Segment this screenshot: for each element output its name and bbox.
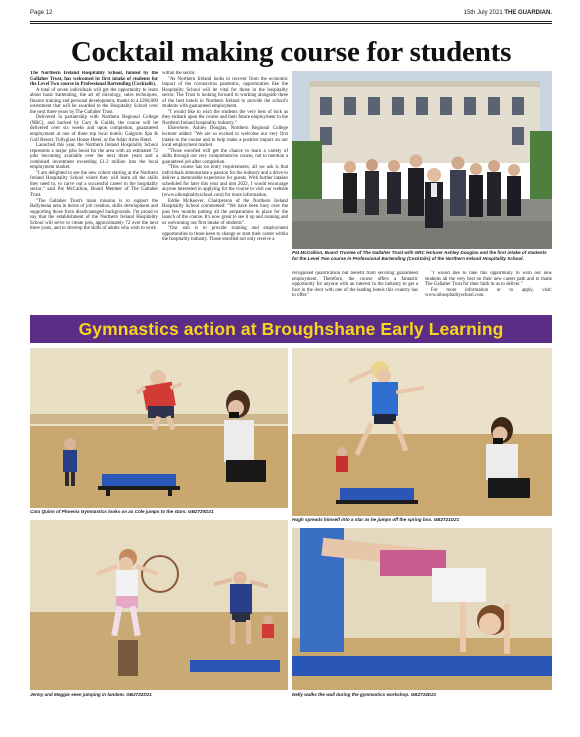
article-paragraph: Delivered in partnership with Northern Regional College (NRC), and backed by Cary & Guilds, the course will be delivered over six weeks and upon completion, guaranteed employment at one of three top local hotels: Galgorm Spa & Golf Resort, Tullyglass House Hotel, or the Adair Arms Hotel. bbox=[30, 115, 158, 143]
article-paragraph: "I am delighted to see the new cohort starting at the Northern Ireland Hospitality School where they will learn all the skills they need to, to carve out a successful career in the hospitality sector," said Pat McCallion, Board Member of The Gallaher Trust. bbox=[30, 170, 158, 199]
article-paragraph: Eddie McKeever, Chairperson of the Northern Ireland Hospitality School commented: "We have been busy over the past few months putting all the preparations in place for the launch of the course. It's now great to see it up and running and us welcoming our first intake of students". bbox=[162, 198, 288, 226]
article-paragraph: For more information or to apply, visit: www.nihospitalityschool.com. bbox=[425, 287, 552, 299]
group-photo-image bbox=[292, 71, 552, 249]
gym-photo-3 bbox=[30, 520, 288, 690]
article-paragraph: Elsewhere, Ashley Douglas, Northern Regional College lecturer added: "We are so excited to welcome our very first intake to the course and to help make a positive impact on our local employment market. bbox=[162, 126, 288, 149]
gym-caption-1: Cara Quinn of Phoenix Gymnastics looks on as Cole jumps to the stars. GB2720D21 bbox=[30, 509, 214, 514]
gym-photo-2-image bbox=[292, 348, 552, 516]
article-column-4 bbox=[425, 271, 552, 311]
page-header bbox=[30, 8, 552, 20]
article-paragraph: "I would like to wish the students the very best of luck as they embark upon the course and their future employment in the Northern Ireland hospitality industry." bbox=[162, 109, 288, 126]
gym-caption-4: Nelly walks the wall during the gymnastics workshop. GB2724D21 bbox=[292, 692, 437, 697]
article-paragraph: recognised qualification but benefit from securing guaranteed employment. Therefore, the course offers a fantastic opportunity for anyone with an interest in the industry to get a foot in the door with one of the leading hotels this country has to offer." bbox=[292, 271, 418, 299]
headline: Cocktail making course for students bbox=[70, 36, 512, 68]
article-paragraph: A total of seven individuals will get the opportunity to learn about basic bartending, the art of mixology, sales techniques, finance training and personal development, thanks to a £260,000 investment that will be awarded to the Hospitality School over the next three years by The Gallaher Trust. bbox=[30, 87, 158, 115]
article-paragraph: within the sector. bbox=[162, 71, 196, 76]
gym-photo-1-image bbox=[30, 348, 288, 508]
group-photo bbox=[292, 71, 552, 249]
article-column-3 bbox=[292, 271, 418, 311]
page-number: Page 12 bbox=[30, 10, 53, 16]
gym-caption-3: Jenny and Maggie seen jumping in tandem. GB2722D21 bbox=[30, 692, 152, 697]
gymnastics-banner bbox=[30, 315, 552, 343]
banner-title: Gymnastics action at Broughshane Early Learning bbox=[78, 318, 504, 339]
gym-photo-4 bbox=[292, 528, 552, 690]
article-paragraph: "I would like to take this opportunity to wish our new students all the very best on their new career path and to thank The Gallaher Trust for their faith in us to deliver." bbox=[425, 271, 552, 288]
paper-name: THE GUARDIAN. bbox=[504, 10, 552, 16]
date-text: 15th July 2021 bbox=[463, 10, 503, 16]
article-paragraph: "Those enrolled will get the chance to learn a variety of skills through our very comprehensive course, not to mention a guaranteed job after completion. bbox=[162, 148, 288, 165]
article-paragraph: "The Gallaher Trust's main mission is to support the Ballymena area in terms of job creation, skills development and supporting those from disadvantaged backgrounds. I'm proud to say that the establishment of the Northern Ireland Hospitality School will serve to create jobs, approximately 72 over the next three years, and to develop the skills of adults who wish to work bbox=[30, 198, 158, 232]
group-photo-caption: Pat McCallion, Board Trustee of The Gallaher Trust with NRC lecturer Ashley Douglas and the first intake of students for the Level Two course in Professional Bartending (Cocktails) of the Northern Ireland Hospitality School. bbox=[292, 250, 547, 261]
header-rule-thin bbox=[30, 23, 552, 24]
lead-text: The Northern Ireland Hospitality School, funded by the Gallaher Trust, has welcomed its first intake of students for the Level Two course in Professional Bartending (Cocktails). bbox=[30, 71, 158, 88]
article-paragraph: Launched this year, the Northern Ireland Hospitality School represents a major jobs boost for the area with an estimated 72 jobs becoming available over the next three years and a combined investment exceeding £1.3 million into the local employment market. bbox=[30, 143, 158, 171]
article-paragraph: "As Northern Ireland looks to recover from the economic impact of the coronavirus pandemic, opportunities like the Hospitality School will be vital for those in the hospitality sector. The Trust is looking forward to working alongside three of the best hotels in Northern Ireland to provide the school's students with guaranteed employment. bbox=[162, 76, 288, 110]
gym-photo-2 bbox=[292, 348, 552, 516]
article-column-2 bbox=[162, 71, 288, 309]
gym-photo-3-image bbox=[30, 520, 288, 690]
lead-paragraph bbox=[30, 71, 158, 88]
issue-date bbox=[464, 10, 552, 16]
article-paragraph: "This course has no entry requirements; all we ask is that individuals demonstrate a passion for the industry and a drive to deliver a memorable experience for guests. With further intakes scheduled for later this year and into 2022, I would encourage anyone interested in applying for the course to visit our website (www.nihospitalityschool.com) for more information. bbox=[162, 165, 288, 199]
header-rule bbox=[30, 21, 552, 22]
gym-photo-1 bbox=[30, 348, 288, 508]
gym-caption-2: Hugh spreads himself into a star as he jumps off the spring box. GB2721D21 bbox=[292, 517, 460, 522]
article-paragraph: "Our aim is to provide training and employment opportunities to those keen to change or start their career within the hospitality industry. Those enrolled not only receive a bbox=[162, 226, 288, 243]
article-column-1 bbox=[30, 71, 158, 309]
gym-photo-4-image bbox=[292, 528, 552, 690]
